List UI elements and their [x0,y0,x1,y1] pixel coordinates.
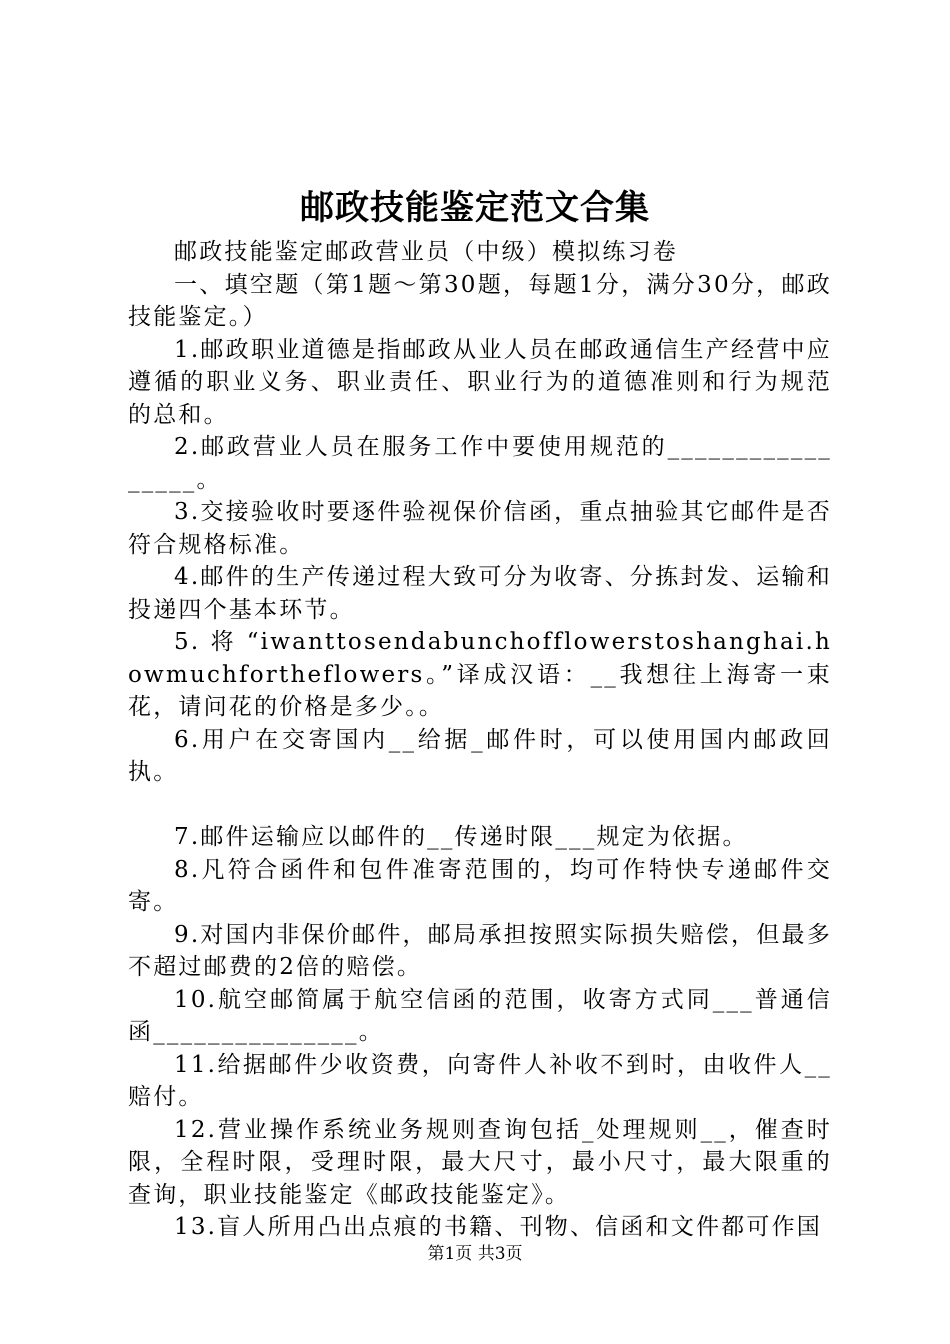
paragraph-item-13: 13.盲人所用凸出点痕的书籍、刊物、信函和文件都可作国 [174,1214,822,1240]
paragraph-item-11: 11.给据邮件少收资费，向寄件人补收不到时，由收件人__赔付。 [128,1051,832,1110]
paragraph-item-9: 9.对国内非保价邮件，邮局承担按照实际损失赔偿，但最多不超过邮费的2倍的赔偿。 [128,921,832,980]
paragraph-item-1: 1.邮政职业道德是指邮政从业人员在邮政通信生产经营中应遵循的职业义务、职业责任、职业行为的道德准则和行为规范的总和。 [128,336,832,428]
paragraph-item-12: 12.营业操作系统业务规则查询包括_处理规则__，催查时限，全程时限，受理时限，最大尺寸，最小尺寸，最大限重的查询，职业技能鉴定《邮政技能鉴定》。 [128,1116,832,1208]
blank-line [128,789,832,822]
paragraph-item-8: 8.凡符合函件和包件准寄范围的，均可作特快专递邮件交寄。 [128,856,832,915]
paragraph-item-4: 4.邮件的生产传递过程大致可分为收寄、分拣封发、运输和投递四个基本环节。 [128,564,832,623]
document-body [128,236,832,1244]
paragraph-item-10: 10.航空邮简属于航空信函的范围，收寄方式同___普通信函_______________。 [128,986,832,1045]
paragraph-subtitle: 邮政技能鉴定邮政营业员（中级）模拟练习卷 [174,239,678,265]
document-title: 邮政技能鉴定范文合集 [300,188,650,228]
paragraph-item-7: 7.邮件运输应以邮件的__传递时限___规定为依据。 [174,824,748,850]
paragraph-item-5: 5. 将 “iwanttosendabunchofflowerstoshanghai.howmuchfortheflowers。”译成汉语：__我想往上海寄一束花，请问花的价格是多少。。 [128,629,832,720]
paragraph-item-6: 6.用户在交寄国内__给据_邮件时，可以使用国内邮政回执。 [128,726,832,785]
paragraph-item-3: 3.交接验收时要逐件验视保价信函，重点抽验其它邮件是否符合规格标准。 [128,499,832,558]
paragraph-section-heading: 一、填空题（第1题～第30题，每题1分，满分30分，邮政技能鉴定。） [128,271,832,330]
page-footer: 第1页 共3页 [427,1244,523,1264]
paragraph-item-2: 2.邮政营业人员在服务工作中要使用规范的_________________。 [128,434,832,493]
